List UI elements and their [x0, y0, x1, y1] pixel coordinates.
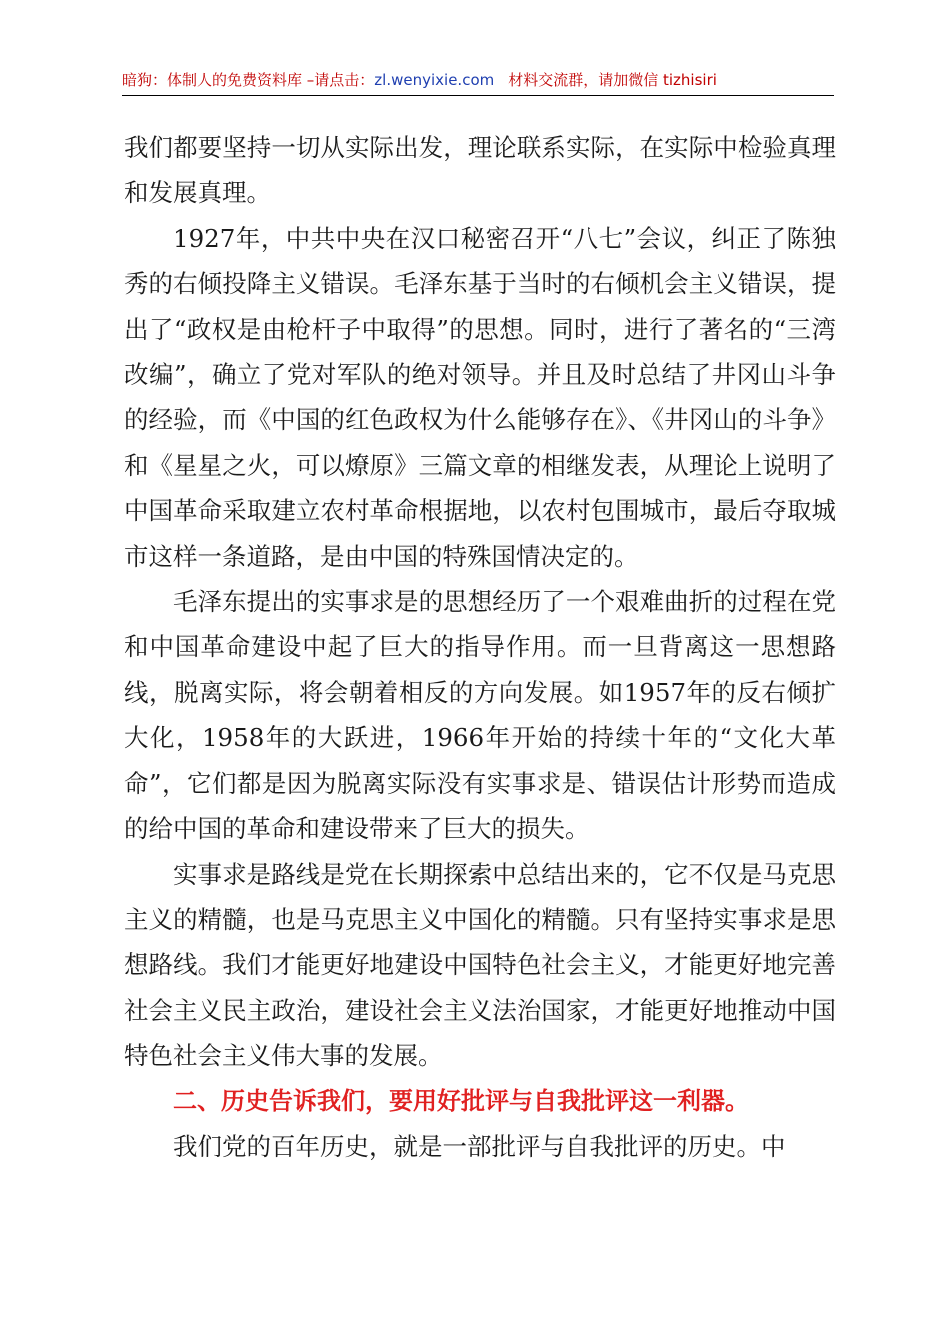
header-brand: 暗狗：体制人的免费资料库 [122, 71, 303, 89]
document-body [124, 125, 836, 1169]
section-heading: 二、历史告诉我们，要用好批评与自我批评这一利器。 [173, 1086, 749, 1115]
header-separator: –请点击： [302, 71, 375, 89]
header-divider [122, 95, 834, 96]
header-url-link[interactable]: zl.wenyixie.com [374, 71, 495, 89]
page-header [122, 66, 834, 94]
header-group-note: 材料交流群，请加微信 tizhisiri [508, 71, 717, 89]
paragraph: 实事求是路线是党在长期探索中总结出来的，它不仅是马克思主义的精髓，也是马克思主义中国化的精髓。只有坚持实事求是思想路线。我们才能更好地建设中国特色社会主义，才能更好地完善社会主义民主政治，建设社会主义法治国家，才能更好地推动中国特色社会主义伟大事的发展。 [124, 859, 836, 1071]
paragraph: 我们党的百年历史，就是一部批评与自我批评的历史。中 [173, 1131, 786, 1161]
paragraph: 毛泽东提出的实事求是的思想经历了一个艰难曲折的过程在党和中国革命建设中起了巨大的指导作用。而一旦背离这一思想路线，脱离实际，将会朝着相反的方向发展。如1957年的反右倾扩大化，1958年的大跃进，1966年开始的持续十年的“文化大革命”，它们都是因为脱离实际没有实事求是、错误估计形势而造成的给中国的革命和建设带来了巨大的损失。 [124, 587, 836, 844]
paragraph: 1927年，中共中央在汉口秘密召开“八七”会议，纠正了陈独秀的右倾投降主义错误。毛泽东基于当时的右倾机会主义错误，提出了“政权是由枪杆子中取得”的思想。同时，进行了著名的“三湾改编”，确立了党对军队的绝对领导。并且及时总结了井冈山斗争的经验，而《中国的红色政权为什么能够存在》、《井冈山的斗争》和《星星之火，可以燎原》三篇文章的相继发表，从理论上说明了中国革命采取建立农村革命根据地，以农村包围城市，最后夺取城市这样一条道路，是由中国的特殊国情决定的。 [124, 223, 836, 571]
paragraph-continuation: 我们都要坚持一切从实际出发，理论联系实际，在实际中检验真理和发展真理。 [124, 133, 836, 208]
